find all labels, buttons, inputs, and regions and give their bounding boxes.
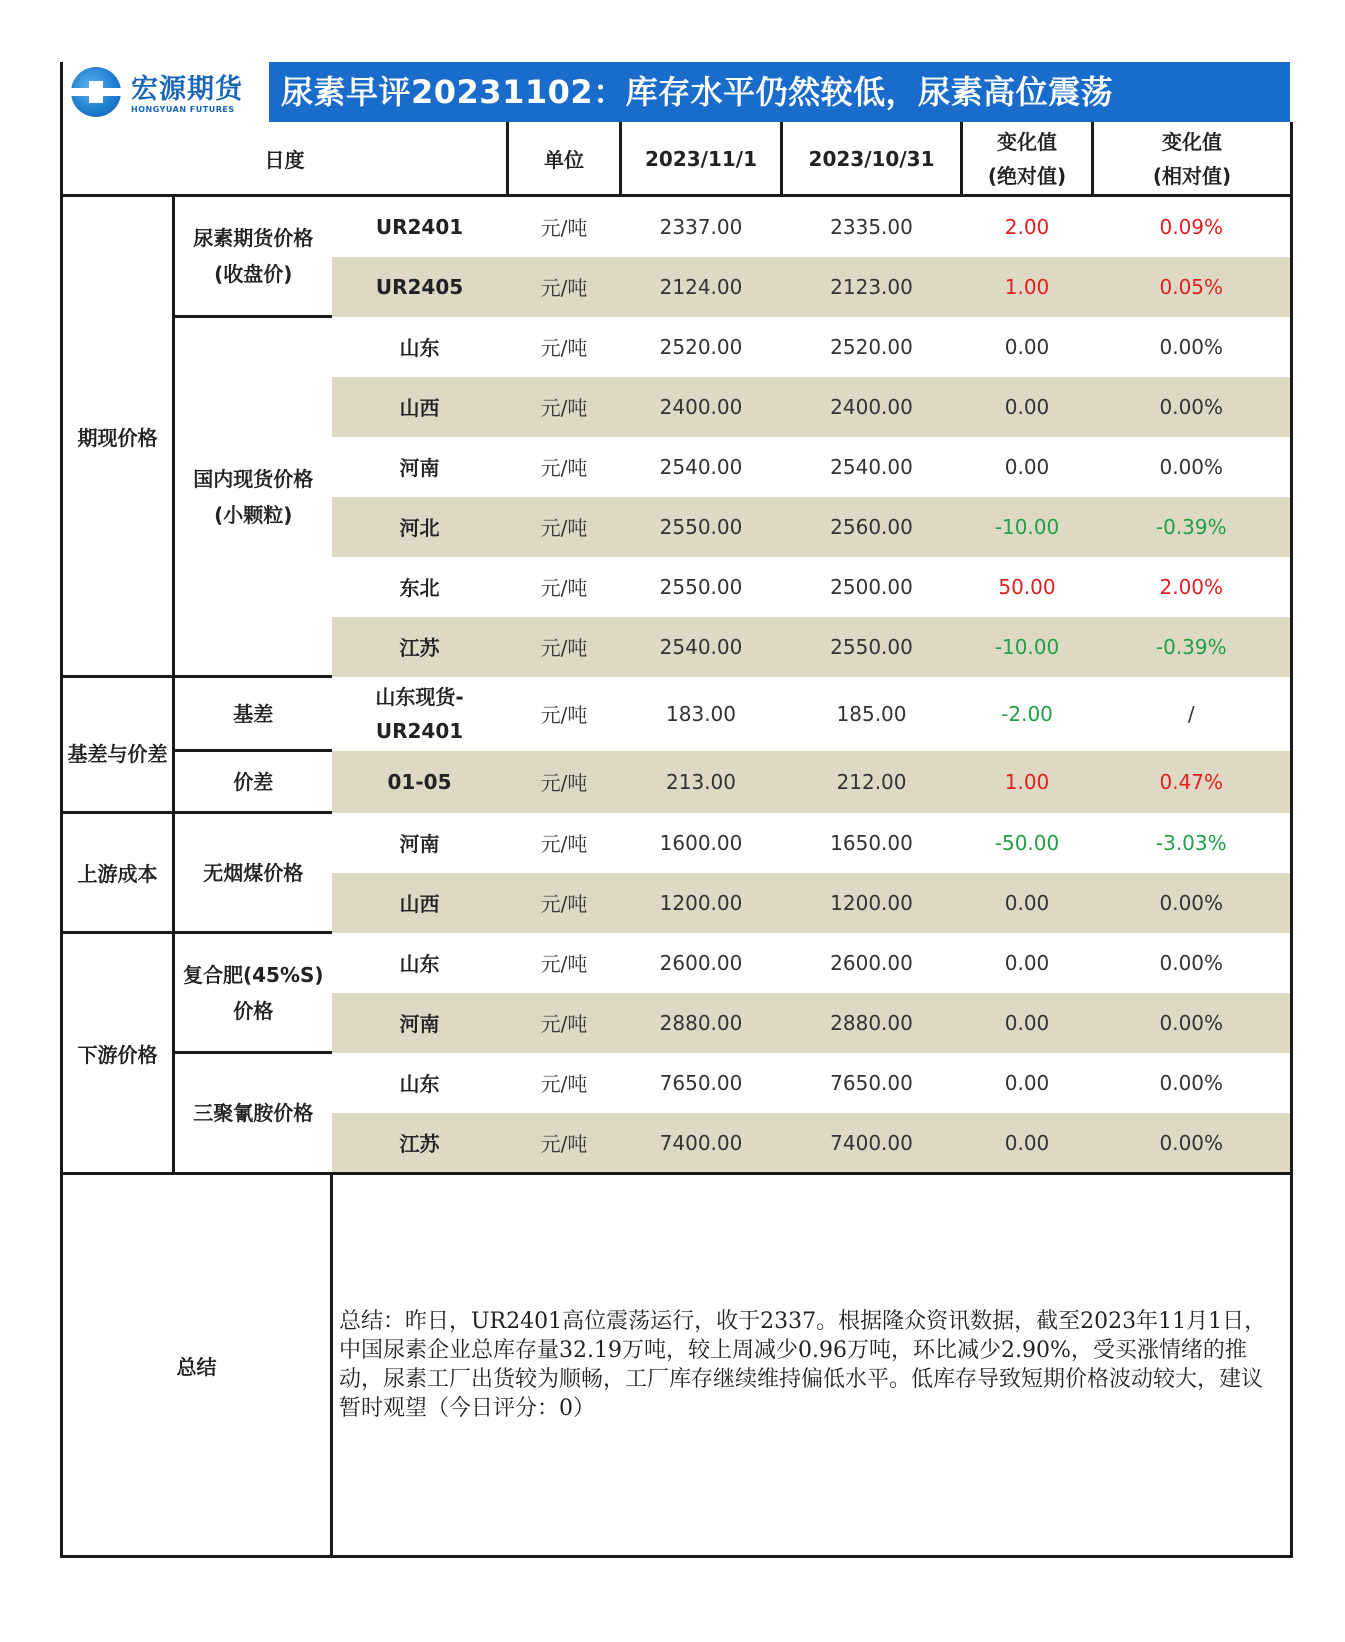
row-value-date2: 7400.00 (782, 1113, 962, 1174)
logo-text-en: HONGYUAN FUTURES (131, 105, 235, 114)
report-header (60, 62, 1290, 122)
row-rel-change: 0.00% (1093, 993, 1292, 1053)
row-unit: 元/吨 (540, 576, 588, 600)
row-value-date2: 7650.00 (830, 1070, 913, 1095)
row-item: UR2401 (375, 214, 464, 239)
row-abs-change: 2.00 (1004, 214, 1050, 239)
row-rel-change: 0.47% (1093, 751, 1292, 813)
col-header-rel-change (1093, 123, 1292, 196)
subgroup-compound-line1: 复合肥(45%S) (182, 962, 324, 987)
subgroup-melamine: 三聚氰胺价格 (174, 1053, 332, 1174)
logo (60, 62, 269, 122)
row-value-date2: 2540.00 (830, 454, 913, 479)
row-abs-change: 0.00 (962, 1113, 1093, 1174)
row-value-date2: 1650.00 (830, 830, 913, 855)
row-unit: 元/吨 (508, 993, 621, 1053)
row-value-date1: 2880.00 (621, 993, 782, 1053)
col-header-abs-line2: (绝对值) (987, 163, 1067, 188)
row-abs-change: 1.00 (962, 751, 1093, 813)
row-value-date1: 1600.00 (659, 830, 743, 855)
row-item: 山西 (332, 873, 508, 933)
row-value-date1: 2550.00 (659, 574, 743, 599)
row-unit: 元/吨 (540, 1072, 588, 1096)
logo-icon (71, 67, 121, 117)
row-unit: 元/吨 (540, 703, 588, 727)
row-value-date2: 2560.00 (782, 497, 962, 557)
row-rel-change: 0.00% (1093, 377, 1292, 437)
row-value-date1: 2520.00 (659, 334, 743, 359)
subgroup-futures-price (174, 196, 332, 317)
row-unit: 元/吨 (508, 751, 621, 813)
row-value-date1: 7650.00 (659, 1070, 743, 1095)
col-header-dimension: 日度 (62, 123, 508, 196)
row-value-date1: 2540.00 (621, 617, 782, 677)
col-header-abs-line1: 变化值 (997, 129, 1058, 154)
row-abs-change: -10.00 (962, 497, 1093, 557)
row-value-date2: 1200.00 (782, 873, 962, 933)
row-unit: 元/吨 (540, 336, 588, 360)
row-rel-change: 0.00% (1093, 437, 1292, 497)
row-abs-change: 0.00 (962, 873, 1093, 933)
row-abs-change: 0.00 (1004, 1070, 1050, 1095)
price-table (60, 122, 1293, 1558)
row-value-date1: 2600.00 (659, 950, 743, 975)
row-value-date2: 212.00 (782, 751, 962, 813)
row-value-date1: 1200.00 (621, 873, 782, 933)
row-unit: 元/吨 (508, 377, 621, 437)
row-item: 山西 (332, 377, 508, 437)
row-value-date2: 2500.00 (830, 574, 913, 599)
row-rel-change: -0.39% (1093, 497, 1292, 557)
row-value-date1: 2550.00 (621, 497, 782, 557)
summary-text: 总结：昨日，UR2401高位震荡运行，收于2337。根据隆众资讯数据，截至2023年11月1日，中国尿素企业总库存量32.19万吨，较上周减少0.96万吨，环比减少2.90%，受买涨情绪的推动，尿素工厂出货较为顺畅，工厂库存继续维持偏低水平。低库存导致短期价格波动较大，建议暂时观望（今日评分：0） (332, 1174, 1292, 1557)
subgroup-basis: 基差 (174, 677, 332, 751)
row-abs-change: 0.00 (962, 377, 1093, 437)
row-item: 河南 (399, 456, 440, 480)
table-row (62, 751, 1292, 813)
row-abs-change: 0.00 (1004, 950, 1050, 975)
table-row (62, 317, 1292, 377)
subgroup-compound-line2: 价格 (233, 998, 274, 1023)
row-value-date2: 185.00 (836, 701, 907, 726)
subgroup-futures-price-line2: (收盘价) (214, 262, 293, 286)
row-item: 河南 (399, 832, 440, 856)
row-abs-change: -10.00 (962, 617, 1093, 677)
row-unit: 元/吨 (508, 617, 621, 677)
row-value-date2: 2880.00 (782, 993, 962, 1053)
subgroup-spot-price-line1: 国内现货价格 (193, 466, 314, 491)
row-item: 山东 (399, 336, 440, 360)
table-row (62, 813, 1292, 873)
row-rel-change: 0.09% (1093, 196, 1292, 257)
row-rel-change: -0.39% (1093, 617, 1292, 677)
logo-text-cn: 宏源期货 (131, 74, 243, 105)
row-unit: 元/吨 (508, 873, 621, 933)
report-title: 尿素早评20231102：库存水平仍然较低，尿素高位震荡 (281, 73, 1114, 111)
row-abs-change: 50.00 (998, 574, 1056, 599)
row-item: UR2405 (332, 257, 508, 317)
row-item: 江苏 (332, 1113, 508, 1174)
row-unit: 元/吨 (540, 952, 588, 976)
group-futures-spot: 期现价格 (62, 196, 174, 677)
row-abs-change: 1.00 (962, 257, 1093, 317)
row-value-date1: 2540.00 (659, 454, 743, 479)
row-item-line2: UR2401 (375, 718, 464, 743)
row-rel-change: -3.03% (1093, 813, 1292, 873)
col-header-rel-line1: 变化值 (1162, 129, 1223, 154)
row-unit: 元/吨 (508, 497, 621, 557)
subgroup-compound-fertilizer (174, 933, 332, 1053)
row-unit: 元/吨 (508, 1113, 621, 1174)
row-value-date2: 2550.00 (782, 617, 962, 677)
row-item: 山东 (399, 952, 440, 976)
col-header-rel-line2: (相对值) (1152, 163, 1232, 188)
subgroup-spread: 价差 (174, 751, 332, 813)
row-value-date1: 2400.00 (621, 377, 782, 437)
row-rel-change: 0.00% (1093, 1053, 1292, 1113)
col-header-date2: 2023/10/31 (782, 123, 962, 196)
row-abs-change: 0.00 (962, 993, 1093, 1053)
row-abs-change: -2.00 (1001, 701, 1053, 726)
table-row (62, 677, 1292, 751)
row-abs-change: -50.00 (994, 830, 1060, 855)
row-item-line1: 山东现货- (375, 684, 464, 709)
row-rel-change: 0.05% (1093, 257, 1292, 317)
title-bar (269, 62, 1290, 122)
row-item (332, 677, 508, 751)
row-unit: 元/吨 (540, 832, 588, 856)
row-value-date1: 2124.00 (621, 257, 782, 317)
row-abs-change: 0.00 (1004, 454, 1050, 479)
row-rel-change: 0.00% (1093, 317, 1292, 377)
summary-label: 总结 (62, 1174, 332, 1557)
col-header-date1: 2023/11/1 (621, 123, 782, 196)
row-rel-change: / (1093, 677, 1292, 751)
row-unit: 元/吨 (508, 257, 621, 317)
table-row (62, 933, 1292, 993)
row-rel-change: 0.00% (1093, 1113, 1292, 1174)
row-item: 江苏 (332, 617, 508, 677)
row-value-date1: 7400.00 (621, 1113, 782, 1174)
row-abs-change: 0.00 (1004, 334, 1050, 359)
row-rel-change: 2.00% (1093, 557, 1292, 617)
table-row (62, 1053, 1292, 1113)
row-item: 山东 (399, 1072, 440, 1096)
row-value-date2: 2335.00 (830, 214, 913, 239)
row-unit: 元/吨 (540, 216, 588, 240)
row-value-date2: 2520.00 (830, 334, 913, 359)
group-downstream: 下游价格 (62, 933, 174, 1174)
subgroup-futures-price-line1: 尿素期货价格 (193, 226, 314, 250)
row-value-date1: 183.00 (666, 701, 736, 726)
subgroup-spot-price (174, 317, 332, 677)
table-row (62, 196, 1292, 257)
row-value-date1: 2337.00 (659, 214, 743, 239)
subgroup-spot-price-line2: (小颗粒) (214, 502, 293, 527)
header-row (62, 123, 1292, 196)
group-basis-spread: 基差与价差 (62, 677, 174, 813)
row-unit: 元/吨 (540, 456, 588, 480)
subgroup-anthracite: 无烟煤价格 (174, 813, 332, 933)
row-value-date2: 2123.00 (782, 257, 962, 317)
row-item: 东北 (399, 576, 440, 600)
row-rel-change: 0.00% (1093, 873, 1292, 933)
row-value-date2: 2600.00 (830, 950, 913, 975)
summary-row (62, 1174, 1292, 1557)
group-upstream: 上游成本 (62, 813, 174, 933)
row-value-date1: 213.00 (621, 751, 782, 813)
row-item: 河南 (332, 993, 508, 1053)
row-rel-change: 0.00% (1093, 933, 1292, 993)
col-header-unit: 单位 (508, 123, 621, 196)
row-value-date2: 2400.00 (782, 377, 962, 437)
col-header-abs-change (962, 123, 1093, 196)
row-item: 河北 (332, 497, 508, 557)
row-item: 01-05 (332, 751, 508, 813)
